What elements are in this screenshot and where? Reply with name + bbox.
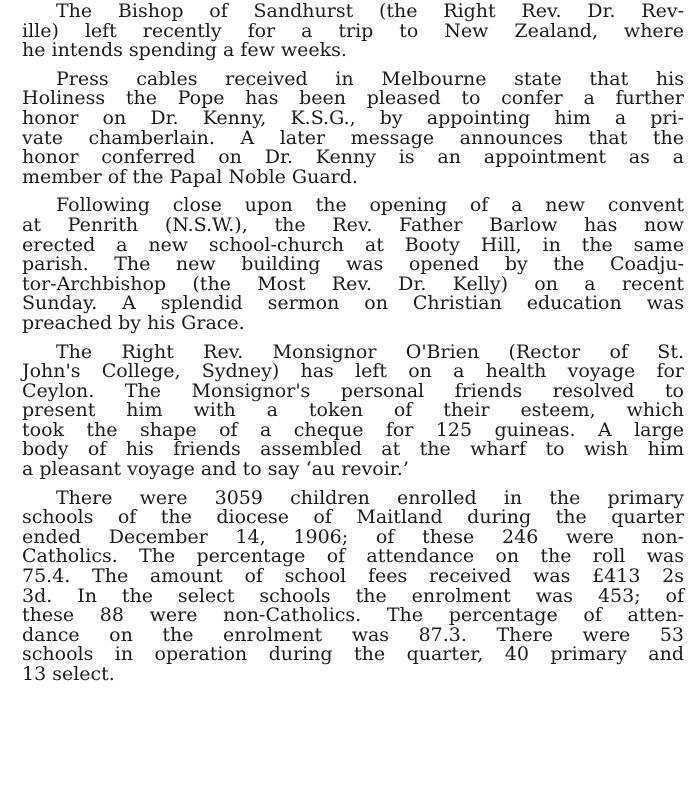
text-line: a pleasant voyage and to say ‘au revoir.’ (22, 458, 409, 481)
text-line: parish. The new building was opened by the Coadju- (22, 253, 684, 276)
text-line: dance on the enrolment was 87.3. There were 53 (22, 623, 684, 646)
text-line: he intends spending a few weeks. (22, 39, 347, 62)
text-line: There were 3059 children enrolled in the primary (56, 486, 684, 509)
text-line: Sunday. A splendid sermon on Christian education was (22, 292, 684, 315)
text-line: tor-Archbishop (the Most Rev. Dr. Kelly) on a recent (22, 272, 684, 295)
text-line: vate chamberlain. A later message announces that the (22, 126, 684, 149)
text-line: erected a new school-church at Booty Hill, in the same (22, 233, 684, 256)
text-line: Catholics. The percentage of attendance on the roll was (22, 545, 684, 568)
text-line: The Bishop of Sandhurst (the Right Rev. Dr. Rev- (56, 0, 684, 22)
text-line: schools in operation during the quarter, 40 primary and (22, 643, 684, 666)
text-line: Holiness the Pope has been pleased to confer a further (22, 87, 684, 110)
text-line: member of the Papal Noble Guard. (22, 165, 358, 188)
text-line: present him with a token of their esteem, which (22, 399, 684, 422)
text-line: 75.4. The amount of school fees received was £413 2s (22, 565, 684, 588)
paragraph-bishop-sandhurst (22, 2, 684, 61)
text-line: honor on Dr. Kenny, K.S.G., by appointing him a pri- (22, 106, 684, 129)
text-line: took the shape of a cheque for 125 guineas. A large (22, 418, 684, 441)
article-column (22, 2, 684, 694)
text-line: The Right Rev. Monsignor O'Brien (Rector of St. (56, 340, 684, 363)
paragraph-papal-honor (22, 67, 684, 188)
text-line: at Penrith (N.S.W.), the Rev. Father Barlow has now (22, 213, 684, 236)
text-line: these 88 were non-Catholics. The percentage of atten- (22, 604, 684, 627)
paragraph-booty-hill-church (22, 196, 684, 333)
text-line: preached by his Grace. (22, 311, 245, 334)
text-line: 3d. In the select schools the enrolment was 453; of (22, 584, 684, 607)
text-line: Following close upon the opening of a new convent (56, 194, 684, 217)
text-line: Press cables received in Melbourne state that his (56, 67, 684, 90)
text-line: ended December 14, 1906; of these 246 were non- (22, 525, 684, 548)
text-line: Ceylon. The Monsignor's personal friends resolved to (22, 379, 684, 402)
text-line: John's College, Sydney) has left on a health voyage for (22, 360, 684, 383)
text-line: schools of the diocese of Maitland during the quarter (22, 506, 684, 529)
paragraph-maitland-schools (22, 486, 684, 685)
paragraph-monsignor-obrien (22, 340, 684, 481)
text-line: honor conferred on Dr. Kenny is an appointment as a (22, 146, 684, 169)
text-line: 13 select. (22, 663, 115, 685)
text-line: body of his friends assembled at the wharf to wish him (22, 438, 684, 461)
text-line: ille) left recently for a trip to New Zealand, where (22, 19, 684, 42)
